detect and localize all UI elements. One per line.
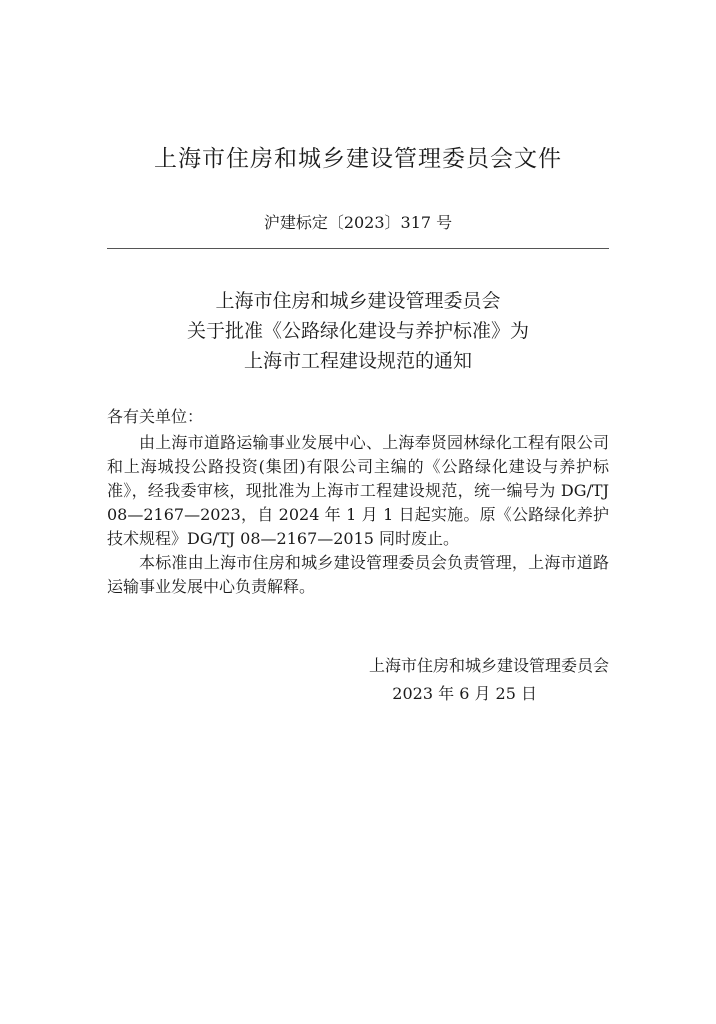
notice-body	[107, 405, 609, 599]
notice-title	[0, 286, 716, 376]
notice-title-line-3: 上海市工程建设规范的通知	[243, 350, 472, 372]
notice-title-line-1: 上海市住房和城乡建设管理委员会	[215, 290, 501, 312]
notice-title-line-2: 关于批准《公路绿化建设与养护标准》为	[186, 320, 529, 342]
body-paragraph-1: 由上海市道路运输事业发展中心、上海奉贤园林绿化工程有限公司和上海城投公路投资(集团)有限公司主编的《公路绿化建设与养护标准》，经我委审核，现批准为上海市工程建设规范，统一编号为 DG/TJ 08—2167—2023，自 2024 年 1 月 1 日起实施。原《公路绿化养护技术规程》DG/TJ 08—2167—2015 同时废止。	[107, 433, 609, 548]
document-number: 沪建标定〔2023〕317 号	[263, 213, 453, 232]
signature-organization: 上海市住房和城乡建设管理委员会	[368, 656, 609, 675]
signature-block	[369, 652, 609, 708]
document-issuer-header: 上海市住房和城乡建设管理委员会文件	[154, 146, 562, 172]
salutation: 各有关单位：	[107, 407, 204, 426]
header-divider	[107, 248, 609, 249]
body-paragraph-2: 本标准由上海市住房和城乡建设管理委员会负责管理，上海市道路运输事业发展中心负责解释。	[107, 553, 609, 596]
signature-date: 2023 年 6 月 25 日	[392, 684, 537, 703]
